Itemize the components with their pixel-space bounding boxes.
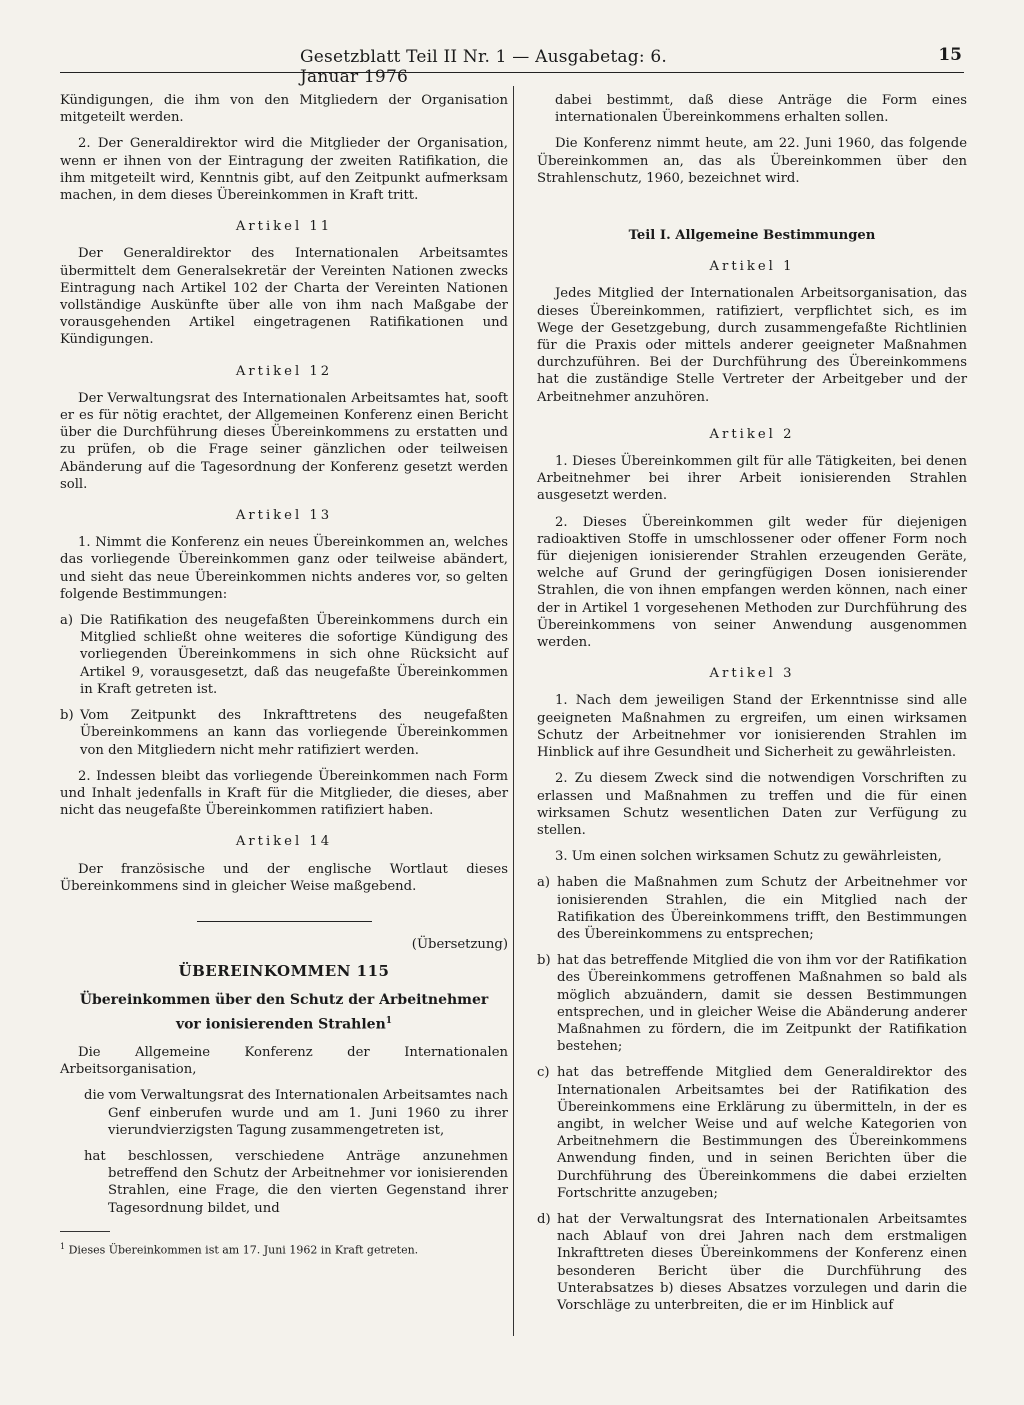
paragraph: Kündigungen, die ihm von den Mitgliedern der Organisation mitgeteilt werden.: [60, 93, 508, 126]
footnote-number: 1: [60, 1241, 66, 1251]
paragraph: dabei bestimmt, daß diese Anträge die Form eines internationalen Übereinkommens erhalten sollen.: [555, 93, 967, 126]
left-column: [60, 92, 508, 1257]
part-heading: Teil I. Allgemeine Bestimmungen: [628, 228, 876, 244]
article-heading: Artikel 13: [235, 508, 333, 524]
paragraph: die vom Verwaltungsrat des Internationalen Arbeitsamtes nach Genf einberufen wurde und am 1. Juni 1960 zu ihrer vierundvierzigsten Tagung zusammengetreten ist,: [84, 1088, 508, 1138]
paragraph: 1. Nimmt die Konferenz ein neues Übereinkommen an, welches das vorliegende Übereinkommen ganz oder teilweise abändert, und sieht das neue Übereinkommen nichts anderes vor, so gelten folgende Bestimmungen:: [60, 535, 508, 602]
article-heading: Artikel 2: [709, 426, 795, 442]
article-heading: Artikel 3: [709, 666, 795, 682]
article-heading: Artikel 14: [235, 834, 333, 850]
paragraph: Die Allgemeine Konferenz der Internationalen Arbeitsorganisation,: [60, 1044, 508, 1078]
item-marker: b): [60, 708, 74, 724]
paragraph: Der Generaldirektor des Internationalen Arbeitsamtes übermittelt dem Generalsekretär der Vereinten Nationen zwecks Eintragung nach Artikel 102 der Charta der Vereinten Nationen vollständige Auskünfte über alle von ihm nach Maßgabe der vorausgehenden Artikel eingetragenen Ratifikationen und Kündigungen.: [60, 246, 508, 348]
footnote: [60, 1240, 508, 1258]
list-item: [537, 1211, 967, 1314]
page-number: 15: [938, 45, 962, 65]
section-separator: [197, 921, 372, 922]
item-text: Die Ratifikation des neugefaßten Übereinkommens durch ein Mitglied schließt ohne weiteres die sofortige Kündigung des vorliegenden Übereinkommens in sich ohne Rücksicht auf Artikel 9, vorausgesetzt, daß das neugefaßte Übereinkommen in Kraft getreten ist.: [80, 613, 508, 697]
paragraph: 1. Dieses Übereinkommen gilt für alle Tätigkeiten, bei denen Arbeitnehmer bei ihrer Arbeit ionisierenden Strahlen ausgesetzt werden.: [537, 454, 967, 504]
list-item: [537, 952, 967, 1055]
paragraph: Der französische und der englische Wortlaut dieses Übereinkommens sind in gleicher Weise maßgebend.: [60, 861, 508, 894]
paragraph: Jedes Mitglied der Internationalen Arbeitsorganisation, das dieses Übereinkommen, ratifiziert, verpflichtet sich, es im Wege der Gesetzgebung, durch zusammengefaßte Richtlinien für die Praxis oder mittels anderer geeigneter Maßnahmen durchzuführen. Bei der Durchführung des Übereinkommens hat die zuständige Stelle Vertreter der Arbeitgeber und der Arbeitnehmer anzuhören.: [537, 286, 967, 405]
paragraph: 2. Indessen bleibt das vorliegende Übereinkommen nach Form und Inhalt jedenfalls in Kraft für die Mitglieder, die dieses, aber nicht das neugefaßte Übereinkommen ratifiziert haben.: [60, 768, 508, 819]
footnote-rule: [60, 1231, 110, 1232]
item-text: hat der Verwaltungsrat des Internationalen Arbeitsamtes nach Ablauf von drei Jahren nach dem erstmaligen Inkrafttreten dieses Übereinkommens der Konferenz einen besonderen Bericht über die Durchführung des Unterabsatzes b) dieses Absatzes vorzulegen und darin die Vorschläge zu unterbreiten, die er im Hinblick auf: [557, 1211, 967, 1313]
convention-subtitle: [60, 990, 508, 1036]
article-heading: Artikel 1: [709, 259, 795, 275]
paragraph: Die Konferenz nimmt heute, am 22. Juni 1960, das folgende Übereinkommen an, das als Übereinkommen über den Strahlenschutz, 1960, bezeichnet wird.: [537, 136, 967, 186]
list-item: [537, 874, 967, 943]
article-heading: Artikel 12: [235, 363, 333, 379]
paragraph: hat beschlossen, verschiedene Anträge anzunehmen betreffend den Schutz der Arbeitnehmer vor ionisierenden Strahlen, eine Frage, die den vierten Gegenstand ihrer Tagesordnung bildet, und: [84, 1149, 508, 1216]
item-marker: a): [537, 875, 551, 891]
article-heading: Artikel 11: [235, 219, 333, 235]
running-title: Gesetzblatt Teil II Nr. 1 — Ausgabetag: 6. Januar 1976: [300, 47, 668, 87]
paragraph: 3. Um einen solchen wirksamen Schutz zu gewährleisten,: [555, 849, 942, 865]
list-item: [60, 707, 508, 759]
paragraph: 2. Zu diesem Zweck sind die notwendigen Vorschriften zu erlassen und Maßnahmen zu treffen und die für einen wirksamen Schutz wesentlichen Daten zur Verfügung zu stellen.: [537, 771, 967, 838]
item-text: hat das betreffende Mitglied dem Generaldirektor des Internationalen Arbeitsamtes bei der Ratifikation des Übereinkommens eine Erklärung zu übermitteln, in der es angibt, in welcher Weise und auf welche Kategorien von Arbeitnehmern die Bestimmungen des Übereinkommens Anwendung finden, und in seinen Berichten über die Durchführung des Übereinkommens die dabei erzielten Fortschritte anzugeben;: [557, 1065, 967, 1201]
paragraph: 2. Dieses Übereinkommen gilt weder für diejenigen radioaktiven Stoffe in umschlossener oder offener Form noch für diejenigen ionisierender Strahlen erzeugenden Geräte, welche auf Grund der geringfügigen Dosen ionisierender Strahlen, die von ihnen empfangen werden können, nach einer der in Artikel 1 vorgesehenen Methoden zur Durchführung des Übereinkommens von seiner Anwendung ausgenommen werden.: [537, 514, 967, 651]
convention-title: ÜBEREINKOMMEN 115: [178, 962, 390, 981]
translation-note: (Übersetzung): [411, 936, 508, 952]
paragraph: 2. Der Generaldirektor wird die Mitglieder der Organisation, wenn er ihnen von der Eintragung der zweiten Ratifikation, die ihm mitgeteilt wird, Kenntnis gibt, auf den Zeitpunkt aufmerksam machen, in dem dieses Übereinkommen in Kraft tritt.: [60, 136, 508, 204]
paragraph: Der Verwaltungsrat des Internationalen Arbeitsamtes hat, sooft er es für nötig erachtet, der Allgemeinen Konferenz einen Bericht über die Durchführung dieses Übereinkommens zu erstatten und zu prüfen, ob die Frage seiner gänzlichen oder teilweisen Abänderung auf die Tagesordnung der Konferenz gesetzt werden soll.: [60, 390, 508, 492]
item-marker: d): [537, 1211, 551, 1227]
list-item: [60, 612, 508, 698]
item-text: haben die Maßnahmen zum Schutz der Arbeitnehmer vor ionisierenden Strahlen, die ein Mitglied nach der Ratifikation des Übereinkommens trifft, den Bestimmungen des Übereinkommens zu entsprechen;: [557, 875, 967, 942]
right-column: [537, 92, 967, 1323]
item-marker: a): [60, 613, 74, 629]
item-text: Vom Zeitpunkt des Inkrafttretens des neugefaßten Übereinkommens an kann das vorliegende Übereinkommen von den Mitgliedern nicht mehr ratifiziert werden.: [80, 708, 508, 758]
list-item: [537, 1064, 967, 1202]
convention-subtitle-line: Übereinkommen über den Schutz der Arbeitnehmer: [79, 992, 489, 1009]
footnote-text: Dieses Übereinkommen ist am 17. Juni 1962 in Kraft getreten.: [68, 1243, 419, 1257]
footnote-reference: 1: [385, 1016, 393, 1027]
item-marker: b): [537, 953, 551, 969]
convention-subtitle-line: vor ionisierenden Strahlen: [175, 1016, 386, 1033]
column-divider: [513, 86, 514, 1336]
paragraph: 1. Nach dem jeweiligen Stand der Erkenntnisse sind alle geeigneten Maßnahmen zu ergreifen, um einen wirksamen Schutz der Arbeitnehmer vor ionisierenden Strahlen im Hinblick auf ihre Gesundheit und Sicherheit zu gewährleisten.: [537, 693, 967, 761]
item-text: hat das betreffende Mitglied die von ihm vor der Ratifikation des Übereinkommens getroffenen Maßnahmen so bald als möglich abzuändern, damit sie dessen Bestimmungen entsprechen, und in gleicher Weise die Abänderung anderer Maßnahmen zu fördern, die im Zeitpunkt der Ratifikation bestehen;: [557, 953, 967, 1055]
item-marker: c): [537, 1065, 550, 1081]
header-rule: [60, 72, 964, 73]
